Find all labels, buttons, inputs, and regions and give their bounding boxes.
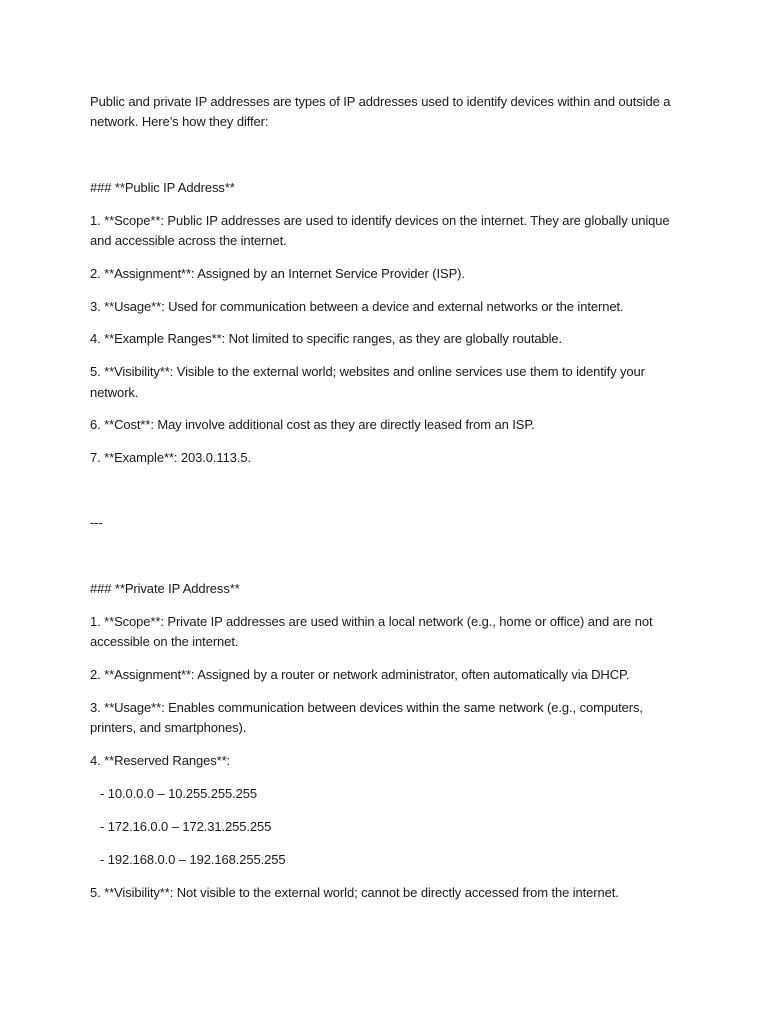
private-item-scope-line-2: accessible on the internet. [90, 634, 239, 649]
public-item-usage: 3. **Usage**: Used for communication between a device and external networks or the internet. [90, 299, 624, 314]
reserved-range-item: - 192.168.0.0 – 192.168.255.255 [100, 852, 286, 867]
intro-line-1: Public and private IP addresses are types of IP addresses used to identify devices within and outside a [90, 94, 671, 109]
private-item-usage-line-1: 3. **Usage**: Enables communication between devices within the same network (e.g., computers, [90, 700, 643, 715]
private-ip-heading: ### **Private IP Address** [90, 581, 240, 596]
public-item-assignment: 2. **Assignment**: Assigned by an Internet Service Provider (ISP). [90, 266, 465, 281]
public-item-scope-line-1: 1. **Scope**: Public IP addresses are used to identify devices on the internet. They are globally unique [90, 213, 670, 228]
reserved-range-item: - 172.16.0.0 – 172.31.255.255 [100, 819, 272, 834]
section-separator: --- [90, 515, 103, 530]
public-ip-heading: ### **Public IP Address** [90, 180, 235, 195]
private-item-usage-line-2: printers, and smartphones). [90, 720, 247, 735]
public-item-example-ranges: 4. **Example Ranges**: Not limited to specific ranges, as they are globally routable. [90, 331, 563, 346]
private-item-visibility: 5. **Visibility**: Not visible to the external world; cannot be directly accessed from the internet. [90, 885, 619, 900]
public-item-cost: 6. **Cost**: May involve additional cost as they are directly leased from an ISP. [90, 417, 535, 432]
public-item-visibility-line-1: 5. **Visibility**: Visible to the external world; websites and online services use them to identify your [90, 364, 645, 379]
private-item-reserved-ranges: 4. **Reserved Ranges**: [90, 753, 231, 768]
reserved-range-item: - 10.0.0.0 – 10.255.255.255 [100, 786, 258, 801]
public-item-example: 7. **Example**: 203.0.113.5. [90, 450, 252, 465]
public-item-visibility-line-2: network. [90, 385, 139, 400]
intro-line-2: network. Here’s how they differ: [90, 114, 269, 129]
public-item-scope-line-2: and accessible across the internet. [90, 233, 287, 248]
private-item-scope-line-1: 1. **Scope**: Private IP addresses are used within a local network (e.g., home or office) and are not [90, 614, 653, 629]
private-item-assignment: 2. **Assignment**: Assigned by a router or network administrator, often automatically via DHCP. [90, 667, 630, 682]
